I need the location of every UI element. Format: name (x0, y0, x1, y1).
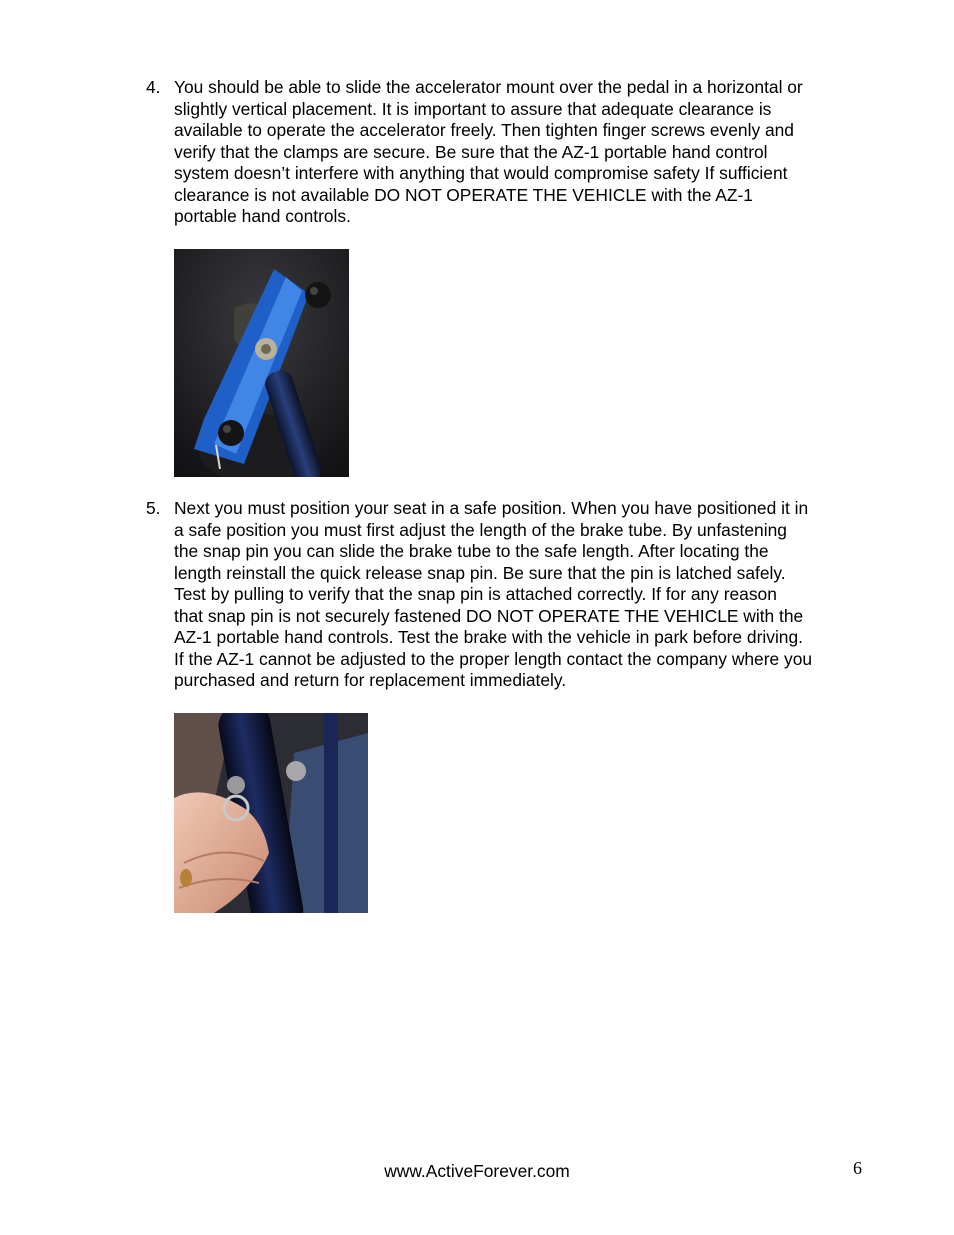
text-line: purchased and return for replacement immediately. (174, 670, 567, 690)
text-line: the snap pin you can slide the brake tube to the safe length. After locating the (174, 541, 769, 561)
item-text (174, 498, 866, 692)
item-text (174, 77, 866, 228)
text-line: Next you must position your seat in a safe position. When you have positioned it in (174, 498, 809, 518)
snap-pin-photo (174, 713, 368, 913)
accelerator-mount-photo (174, 249, 349, 477)
list-item-4 (146, 77, 866, 228)
text-line: slightly vertical placement. It is important to assure that adequate clearance is (174, 98, 772, 119)
footer-url: www.ActiveForever.com (384, 1161, 570, 1181)
item-number: 4. (146, 77, 161, 97)
text-line: portable hand controls. (174, 206, 351, 226)
text-line: length reinstall the quick release snap pin. Be sure that the pin is latched safely. (174, 562, 786, 583)
text-line: available to operate the accelerator freely. Then tighten finger screws evenly and (174, 120, 794, 140)
text-line: clearance is not available DO NOT OPERATE THE VEHICLE with the AZ-1 (174, 184, 753, 205)
text-line: AZ-1 portable hand controls. Test the brake with the vehicle in park before driving. (174, 627, 803, 647)
text-line: Test by pulling to verify that the snap pin is attached correctly. If for any reason (174, 584, 777, 604)
text-line: verify that the clamps are secure. Be sure that the AZ-1 portable hand control (174, 141, 768, 162)
item-number: 5. (146, 498, 161, 518)
list-item-5 (146, 498, 866, 692)
text-line: If the AZ-1 cannot be adjusted to the proper length contact the company where you (174, 648, 813, 669)
text-line: a safe position you must first adjust the length of the brake tube. By unfastening (174, 519, 787, 540)
text-line: system doesn’t interfere with anything that would compromise safety If sufficient (174, 163, 788, 183)
text-line: You should be able to slide the accelerator mount over the pedal in a horizontal or (174, 77, 803, 97)
text-line: that snap pin is not securely fastened DO NOT OPERATE THE VEHICLE with the (174, 605, 804, 626)
page-number: 6 (853, 1158, 862, 1178)
